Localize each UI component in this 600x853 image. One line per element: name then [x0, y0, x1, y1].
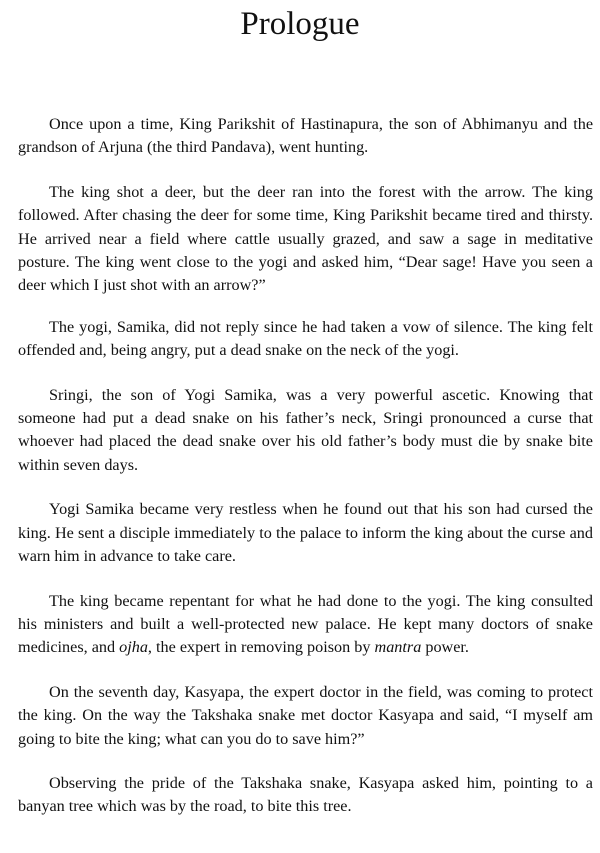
paragraph-2: The king shot a deer, but the deer ran into the forest with the arrow. The king followed. After chasing the deer for some time, King Parikshit became tired and thirsty. He arrived near a field where cattle usually grazed, and saw a sage in meditative posture. The king went close to the yogi and asked him, “Dear sage! Have you seen a deer which I just shot with an arrow?”	[18, 182, 593, 295]
paragraph-7: On the seventh day, Kasyapa, the expert doctor in the field, was coming to protect the king. On the way the Takshaka snake met doctor Kasyapa and said, “I myself am going to bite the king; what can you do to save him?”	[18, 682, 593, 748]
paragraph-8: Observing the pride of the Takshaka snake, Kasyapa asked him, pointing to a banyan tree which was by the road, to bite this tree.	[18, 773, 593, 816]
term-ojha: ojha	[119, 638, 148, 657]
paragraph-4: Sringi, the son of Yogi Samika, was a very powerful ascetic. Knowing that someone had put a dead snake on his father’s neck, Sringi pronounced a curse that whoever had placed the dead snake over his old father’s body must die by snake bite within seven days.	[18, 385, 593, 474]
prologue-body	[18, 113, 593, 840]
paragraph-6-part-1: The king became repentant for what he had done to the yogi. The king consulted his ministers and built a well-protected new palace. He kept many doctors of snake medicines, and	[18, 591, 593, 657]
paragraph-3: The yogi, Samika, did not reply since he had taken a vow of silence. The king felt offended and, being angry, put a dead snake on the neck of the yogi.	[18, 317, 593, 360]
paragraph-6-part-3: power.	[421, 638, 469, 657]
paragraph-5: Yogi Samika became very restless when he found out that his son had cursed the king. He sent a disciple immediately to the palace to inform the king about the curse and warn him in advance to take care.	[18, 500, 593, 566]
paragraph-1: Once upon a time, King Parikshit of Hastinapura, the son of Abhimanyu and the grandson of Arjuna (the third Pandava), went hunting.	[18, 115, 593, 157]
paragraph-6-part-2: , the expert in removing poison by	[147, 638, 375, 657]
page-title: Prologue	[240, 6, 360, 42]
paragraph-6	[18, 590, 593, 660]
term-mantra: mantra	[374, 638, 422, 657]
